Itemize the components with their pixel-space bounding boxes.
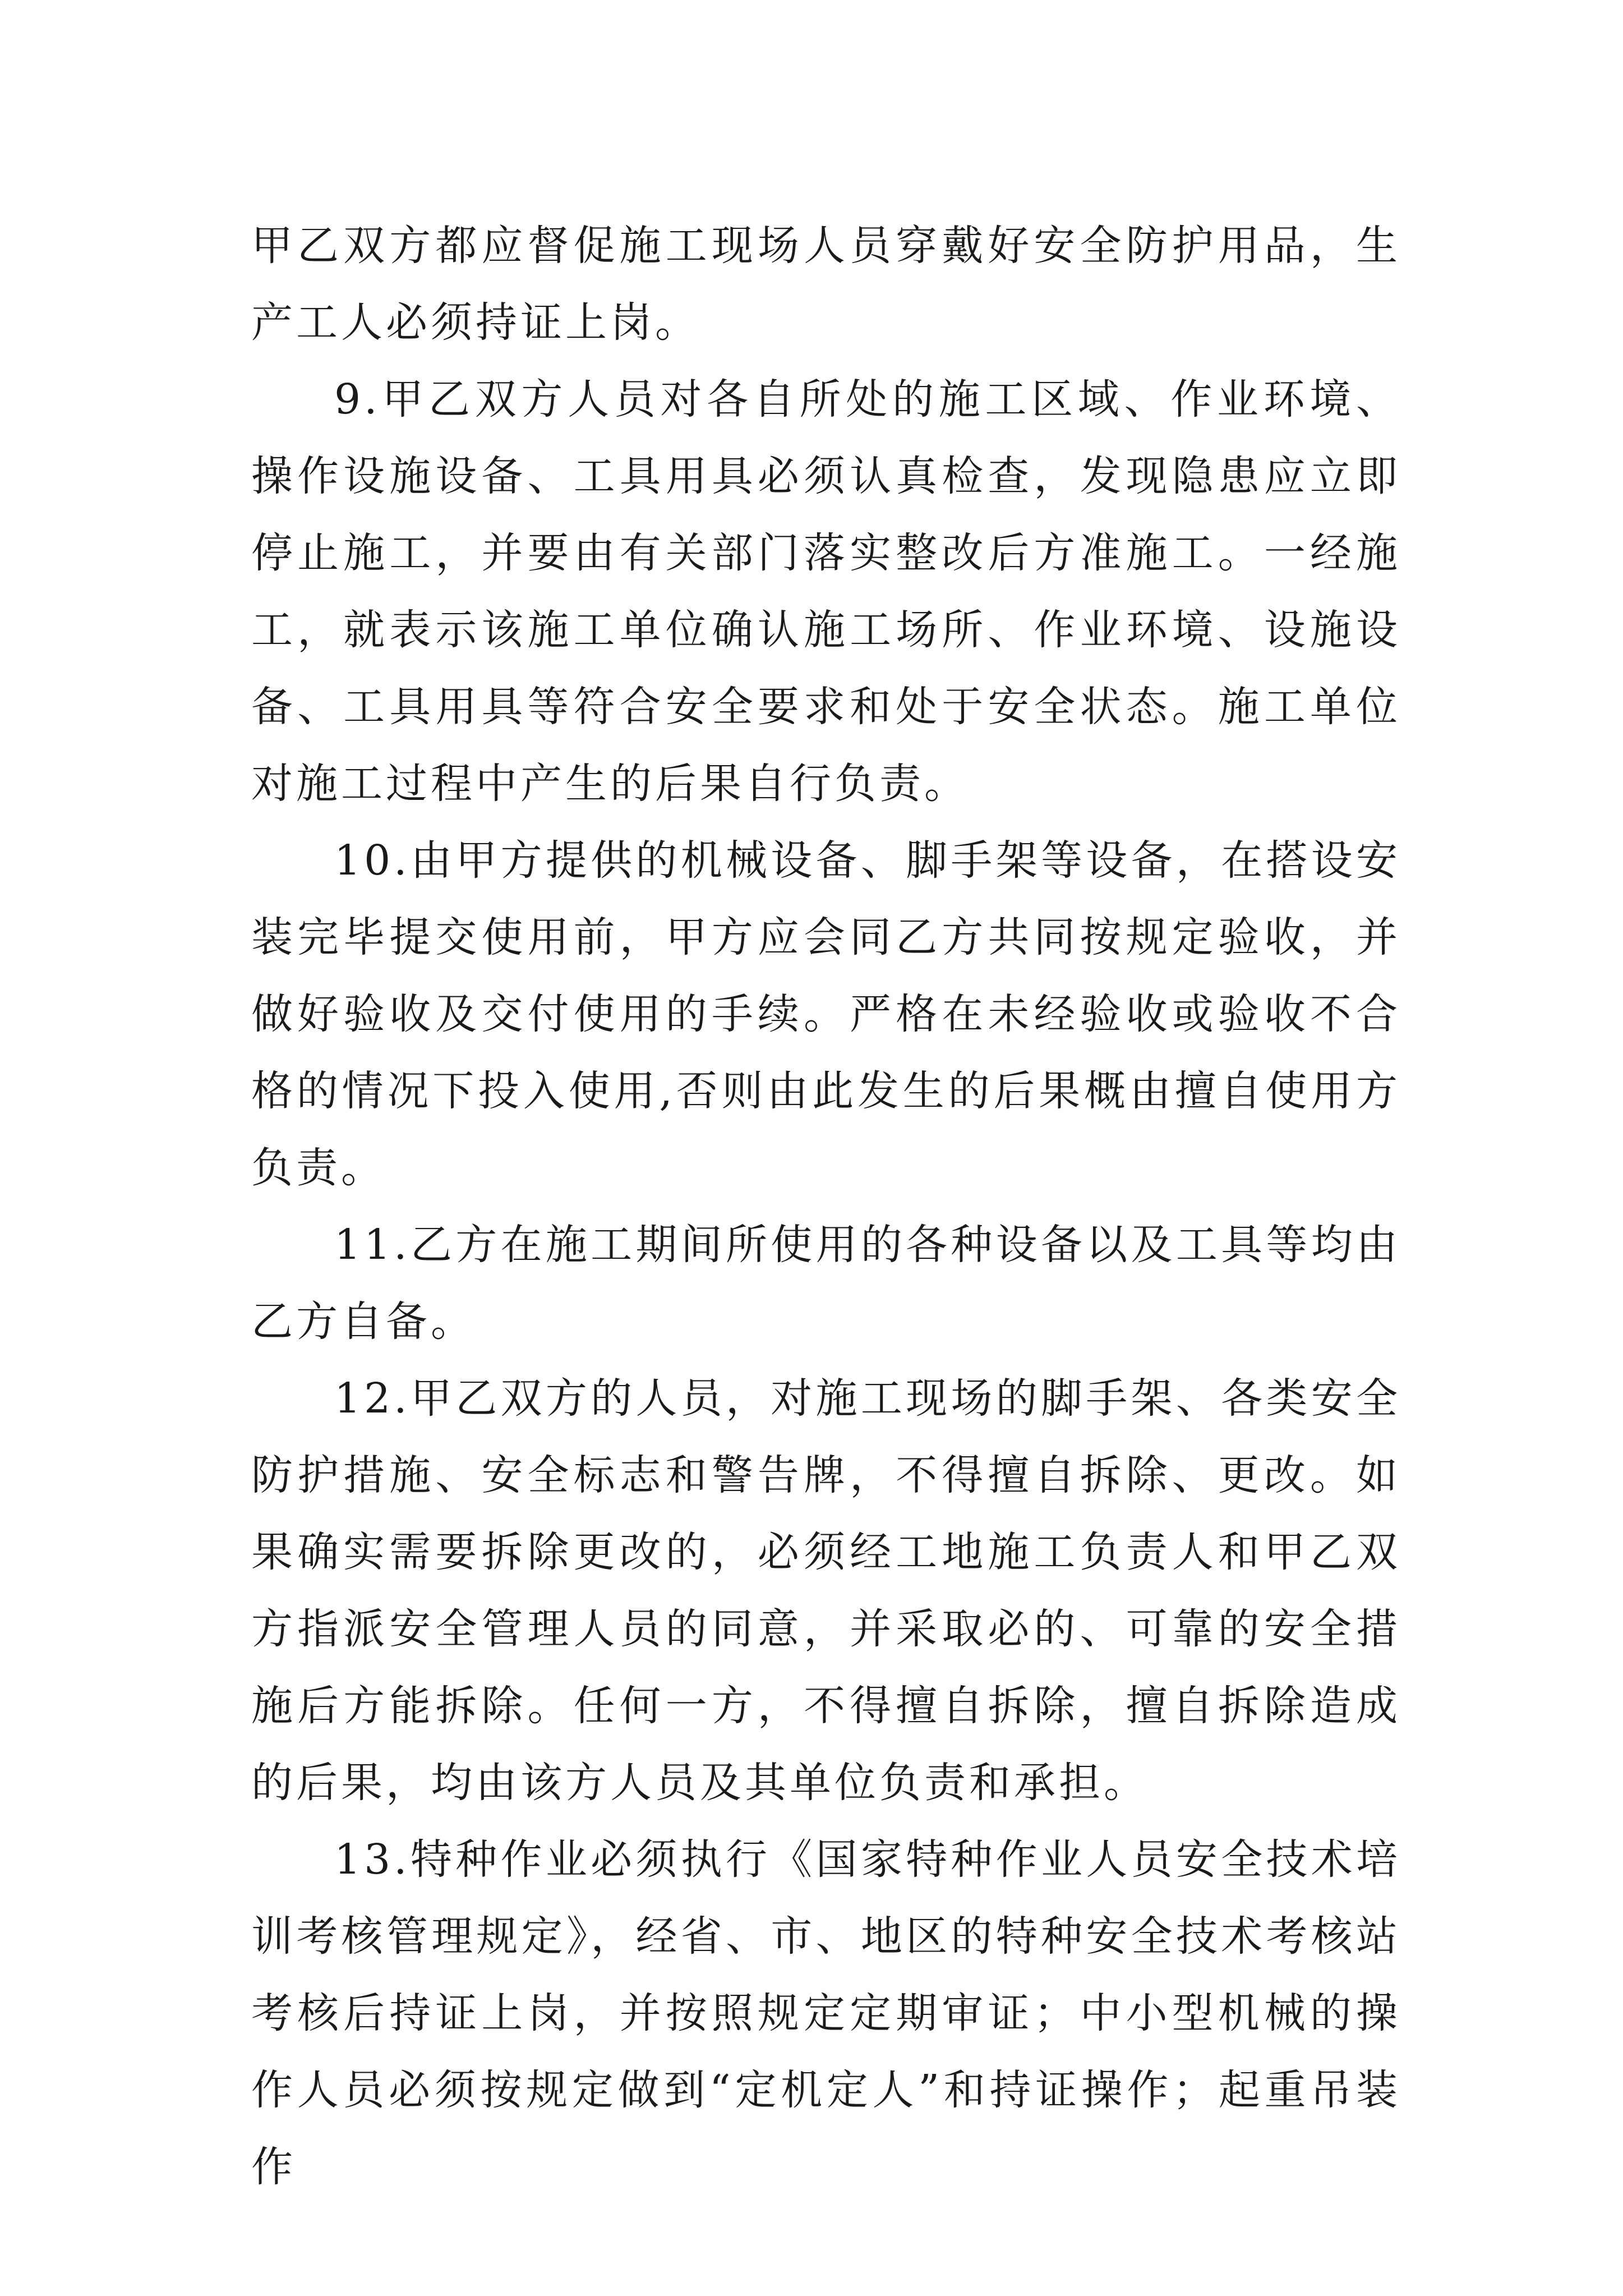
paragraph-item-10: 10.由甲方提供的机械设备、脚手架等设备，在搭设安装完毕提交使用前，甲方应会同乙方共同按规定验收，并做好验收及交付使用的手续。严格在未经验收或验收不合格的情况下投入使用,否则由此发生的后果概由擅自使用方负责。: [251, 836, 1401, 1192]
paragraph-item-9: 9.甲乙双方人员对各自所处的施工区域、作业环境、操作设施设备、工具用具必须认真检查，发现隐患应立即停止施工，并要由有关部门落实整改后方准施工。一经施工，就表示该施工单位确认施工场所、作业环境、设施设备、工具用具等符合安全要求和处于安全状态。施工单位对施工过程中产生的后果自行负责。: [251, 375, 1401, 808]
paragraph-continued: 甲乙双方都应督促施工现场人员穿戴好安全防护用品，生产工人必须持证上岗。: [251, 222, 1401, 347]
body-text: [251, 208, 1401, 2206]
paragraph-item-12: 12.甲乙双方的人员，对施工现场的脚手架、各类安全防护措施、安全标志和警告牌，不得擅自拆除、更改。如果确实需要拆除更改的，必须经工地施工负责人和甲乙双方指派安全管理人员的同意，并采取必的、可靠的安全措施后方能拆除。任何一方，不得擅自拆除，擅自拆除造成的后果，均由该方人员及其单位负责和承担。: [251, 1374, 1401, 1807]
paragraph-item-11: 11.乙方在施工期间所使用的各种设备以及工具等均由乙方自备。: [251, 1221, 1401, 1346]
paragraph-item-13: 13.特种作业必须执行《国家特种作业人员安全技术培训考核管理规定》，经省、市、地区的特种安全技术考核站考核后持证上岗，并按照规定定期审证；中小型机械的操作人员必须按规定做到“定机定人”和持证操作；起重吊装作: [251, 1835, 1401, 2191]
